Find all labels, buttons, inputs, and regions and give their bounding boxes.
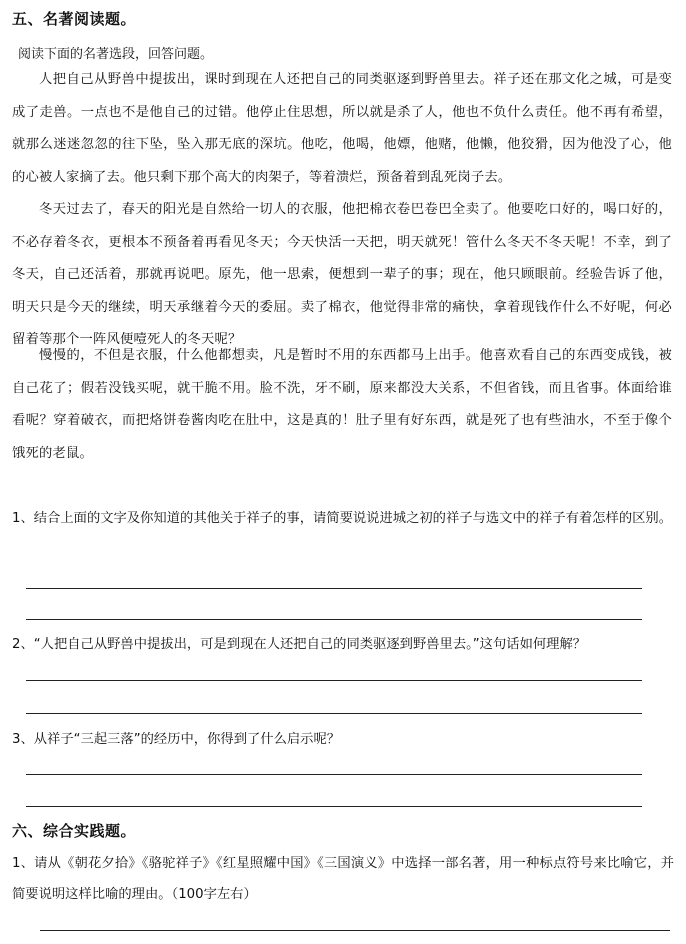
question-2: 2、“人把自己从野兽中提拔出，可是到现在人还把自己的同类驱逐到野兽里去。”这句话如何理解？: [12, 637, 587, 652]
answer-line[interactable]: [40, 930, 670, 931]
passage-paragraph-1: 人把自己从野兽中提拔出，课时到现在人还把自己的同类驱逐到野兽里去。祥子还在那文化之城，可是变成了走兽。一点也不是他自己的过错。他停止住思想，所以就是杀了人，他也不负什么责任。他不再有希望，就那么迷迷忽忽的往下坠，坠入那无底的深坑。他吃，他喝，他嫖，他赌，他懒，他狡猾，因为他没了心，他的心被人家摘了去。他只剩下那个高大的肉架子，等着溃烂，预备着到乱死岗子去。: [12, 72, 672, 185]
answer-line[interactable]: [26, 713, 642, 714]
answer-line[interactable]: [26, 588, 642, 589]
question-1: 1、结合上面的文字及你知道的其他关于祥子的事，请简要说说进城之初的祥子与选文中的祥子有着怎样的区别。: [12, 511, 673, 526]
section6-title: 六、综合实践题。: [12, 822, 137, 840]
answer-line[interactable]: [26, 680, 642, 681]
practice-question-1: 1、请从《朝花夕拾》《骆驼祥子》《红星照耀中国》《三国演义》中选择一部名著，用一种标点符号来比喻它，并简要说明这样比喻的理由。（100字左右）: [12, 856, 674, 902]
section5-intro: 阅读下面的名著选段，回答问题。: [18, 47, 214, 62]
question-3: 3、从祥子“三起三落”的经历中，你得到了什么启示呢？: [12, 732, 341, 747]
passage-paragraph-3: 慢慢的，不但是衣服，什么他都想卖，凡是暂时不用的东西都马上出手。他喜欢看自己的东西变成钱，被自己花了；假若没钱买呢，就干脆不用。脸不洗，牙不刷，原来都没大关系，不但省钱，而且省事。体面给谁看呢？穿着破衣，而把烙饼卷酱肉吃在肚中，这是真的！肚子里有好东西，就是死了也有些油水，不至于像个饿死的老鼠。: [12, 348, 672, 461]
passage-paragraph-2: 冬天过去了，春天的阳光是自然给一切人的衣服，他把棉衣卷巴卷巴全卖了。他要吃口好的，喝口好的，不必存着冬衣，更根本不预备着再看见冬天；今天快活一天把，明天就死！管什么冬天不冬天呢！不幸，到了冬天，自己还活着，那就再说吧。原先，他一思索，便想到一辈子的事；现在，他只顾眼前。经验告诉了他，明天只是今天的继续，明天承继着今天的委屈。卖了棉衣，他觉得非常的痛快，拿着现钱作什么不好呢，何必留着等那个一阵风便噎死人的冬天呢？: [12, 202, 672, 347]
answer-line[interactable]: [26, 774, 642, 775]
section5-title: 五、名著阅读题。: [12, 10, 137, 28]
answer-line[interactable]: [26, 806, 642, 807]
answer-line[interactable]: [26, 619, 642, 620]
